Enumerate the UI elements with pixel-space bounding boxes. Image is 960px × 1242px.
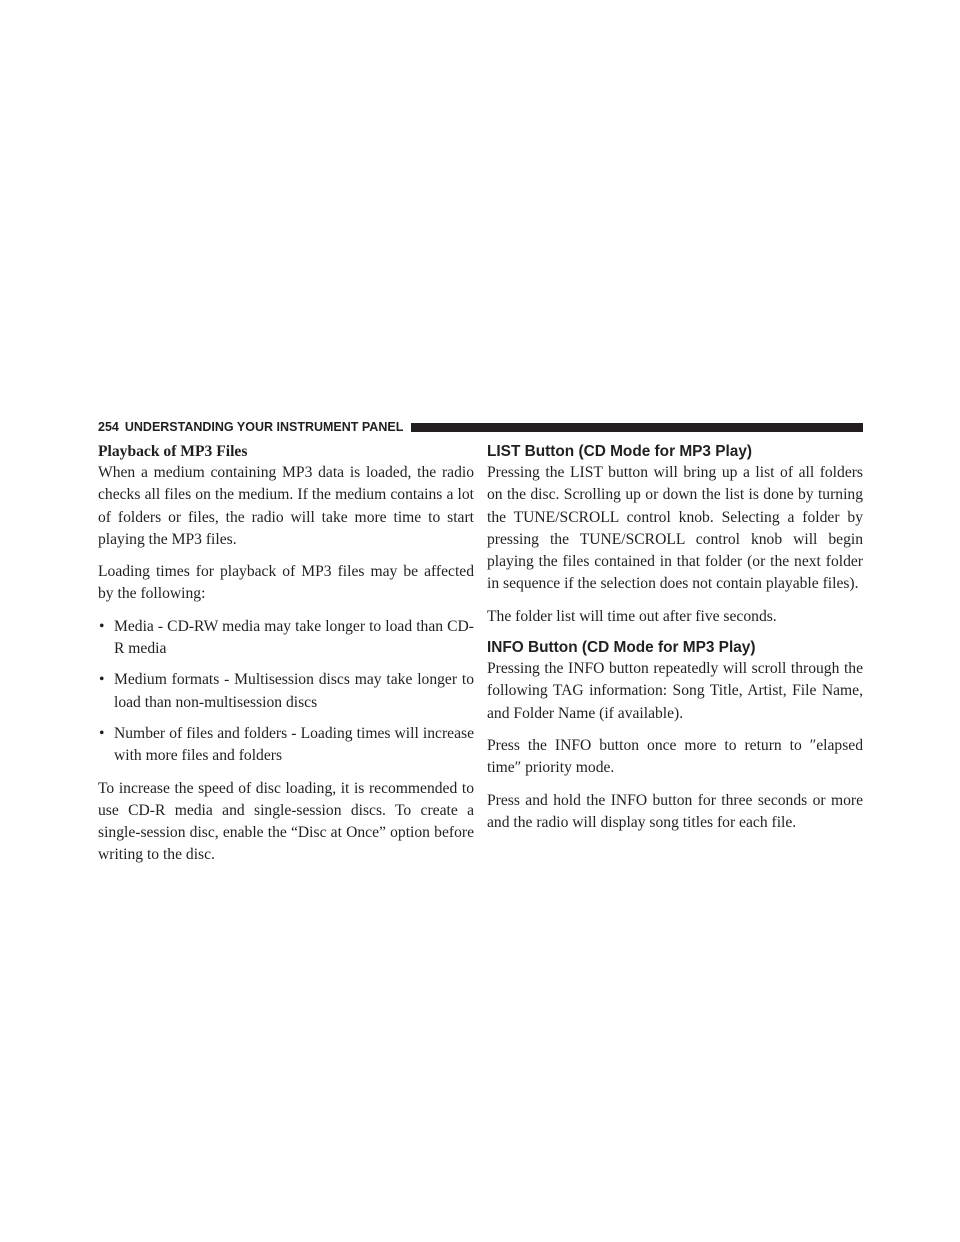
paragraph: Press the INFO button once more to return to ″elapsed time″ priority mode. xyxy=(487,736,863,777)
paragraph: To increase the speed of disc loading, it is recommended to use CD-R media and single-session discs. To create a single-session disc, enable the “Disc at Once” option before writing to the disc. xyxy=(98,779,474,864)
section-title: UNDERSTANDING YOUR INSTRUMENT PANEL xyxy=(124,420,404,434)
left-column xyxy=(98,442,474,877)
right-column xyxy=(487,442,863,844)
header-rule xyxy=(411,423,863,432)
paragraph: Pressing the LIST button will bring up a list of all folders on the disc. Scrolling up or down the list is done by turning the TUNE/SCROLL control knob. Selecting a folder by pressing the TUNE/SCROLL control knob will begin playing the files contained in that folder (or the next folder in sequence if the selection does not contain playable files). xyxy=(487,464,863,593)
bullet-icon: • xyxy=(99,724,105,742)
paragraph: Press and hold the INFO button for three seconds or more and the radio will display song titles for each file. xyxy=(487,791,863,831)
list-item-text: Media - CD-RW media may take longer to load than CD-R media xyxy=(114,617,474,658)
list-item-text: Medium formats - Multisession discs may take longer to load than non-multisession discs xyxy=(114,671,474,711)
list-item xyxy=(98,669,474,714)
mp3-playback-heading: Playback of MP3 Files xyxy=(98,443,248,460)
paragraph: When a medium containing MP3 data is loaded, the radio checks all files on the medium. If the medium contains a lot of folders or files, the radio will take more time to start playing the MP3 files. xyxy=(98,464,474,548)
list-item-text: Number of files and folders - Loading times will increase with more files and folders xyxy=(114,724,474,765)
page-number: 254 xyxy=(98,420,119,434)
info-button-heading: INFO Button (CD Mode for MP3 Play) xyxy=(487,639,756,657)
bullet-list xyxy=(98,616,474,768)
bullet-icon: • xyxy=(99,671,105,689)
paragraph: The folder list will time out after five seconds. xyxy=(487,607,777,625)
paragraph: Loading times for playback of MP3 files may be affected by the following: xyxy=(98,563,474,603)
paragraph: Pressing the INFO button repeatedly will scroll through the following TAG information: Song Title, Artist, File Name, and Folder Name (if available). xyxy=(487,660,863,722)
bullet-icon: • xyxy=(99,617,105,635)
list-item xyxy=(98,616,474,661)
list-button-heading: LIST Button (CD Mode for MP3 Play) xyxy=(487,443,753,460)
list-item xyxy=(98,723,474,768)
page-header xyxy=(98,419,863,435)
